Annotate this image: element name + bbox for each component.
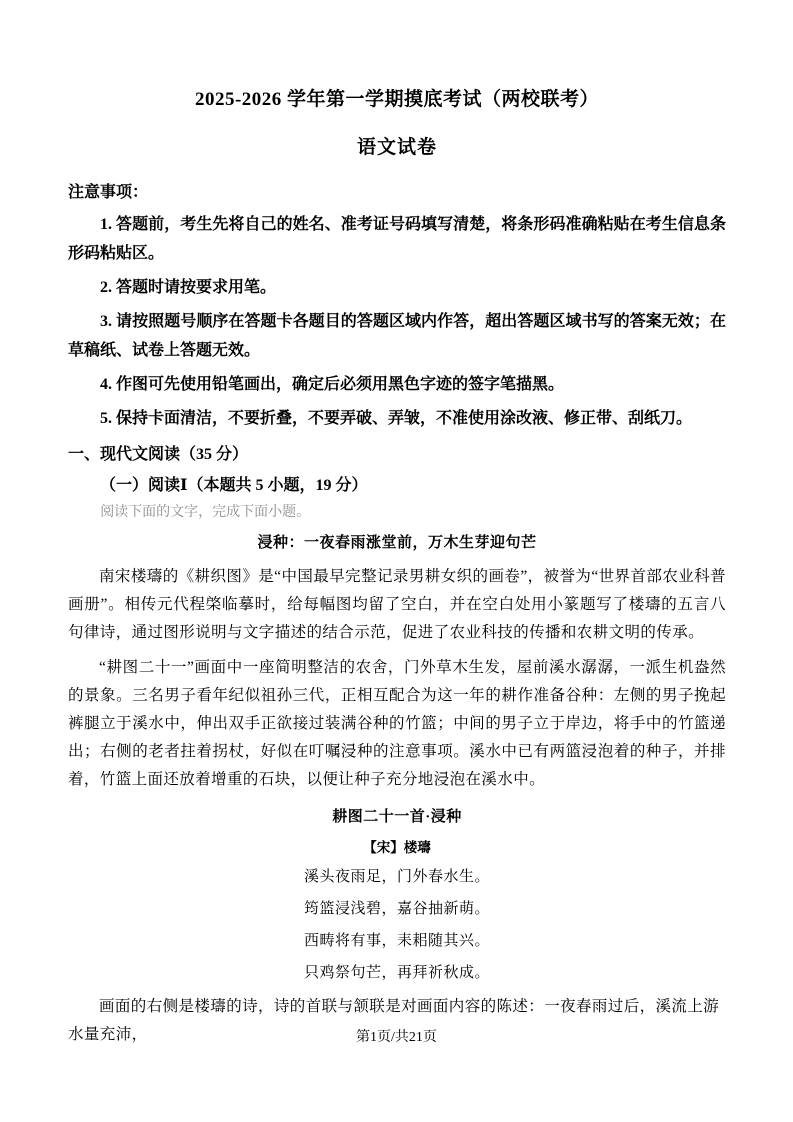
poem-line: 西畴将有事，耒耜随其兴。 bbox=[303, 933, 490, 949]
reading-instruction: 阅读下面的文字，完成下面小题。 bbox=[100, 505, 311, 520]
notice-item-5: 5. 保持卡面清洁，不要折叠，不要弄破、弄皱，不准使用涂改液、修正带、刮纸刀。 bbox=[100, 410, 693, 427]
poem-line: 筠篮浸浅碧，嘉谷抽新萌。 bbox=[303, 901, 490, 917]
notice-heading: 注意事项： bbox=[68, 184, 149, 201]
notice-item-4: 4. 作图可先使用铅笔画出，确定后必须用黑色字迹的签字笔描黑。 bbox=[100, 376, 565, 393]
exam-subtitle: 语文试卷 bbox=[356, 137, 437, 158]
passage-paragraph-3: 画面的右侧是楼璹的诗，诗的首联与颔联是对画面内容的陈述：一夜春雨过后，溪流上游水量充沛， bbox=[68, 998, 720, 1043]
passage-paragraph-1: 南宋楼璹的《耕织图》是“中国最早完整记录男耕女织的画卷”，被誉为“世界首部农业科普画册”。相传元代程棨临摹时，给每幅图均留了空白，并在空白处用小篆题写了楼璹的五言八句律诗，通过图形说明与文字描述的结合示范，促进了农业科技的传播和农耕文明的传承。 bbox=[68, 568, 726, 641]
poem-title: 耕图二十一首·浸种 bbox=[332, 809, 462, 825]
passage-paragraph-2: “耕图二十一”画面中一座简明整洁的农舍，门外草木生发，屋前溪水潺潺，一派生机盎然的景象。三名男子看年纪似祖孙三代，正相互配合为这一年的耕作准备谷种：左侧的男子挽起裤腿立于溪水中，伸出双手正欲接过装满谷种的竹篮；中间的男子立于岸边，将手中的竹篮递出；右侧的老者拄着拐杖，好似在叮嘱浸种的注意事项。溪水中已有两篮浸泡着的种子，并排着，竹篮上面还放着增重的石块，以便让种子充分地浸泡在溪水中。 bbox=[68, 659, 726, 788]
section-heading: 一、现代文阅读（35 分） bbox=[68, 446, 249, 463]
section-subheading: （一）阅读Ⅰ（本题共 5 小题，19 分） bbox=[100, 477, 368, 494]
poem-author: 【宋】楼璹 bbox=[363, 840, 431, 855]
notice-item-1: 1. 答题前，考生先将自己的姓名、准考证号码填写清楚，将条形码准确粘贴在考生信息条形码粘贴区。 bbox=[68, 216, 726, 262]
page-footer: 第1页/共21页 bbox=[356, 1030, 437, 1045]
poem-line: 溪头夜雨足，门外春水生。 bbox=[303, 869, 490, 885]
exam-title: 2025-2026 学年第一学期摸底考试（两校联考） bbox=[194, 89, 600, 110]
notice-item-3: 3. 请按照题号顺序在答题卡各题目的答题区域内作答，超出答题区域书写的答案无效；在草稿纸、试卷上答题无效。 bbox=[68, 313, 726, 359]
poem-line: 只鸡祭句芒，再拜祈秋成。 bbox=[303, 965, 490, 981]
notice-item-2: 2. 答题时请按要求用笔。 bbox=[100, 279, 277, 296]
passage-title: 浸种：一夜春雨涨堂前，万木生芽迎句芒 bbox=[257, 535, 537, 551]
